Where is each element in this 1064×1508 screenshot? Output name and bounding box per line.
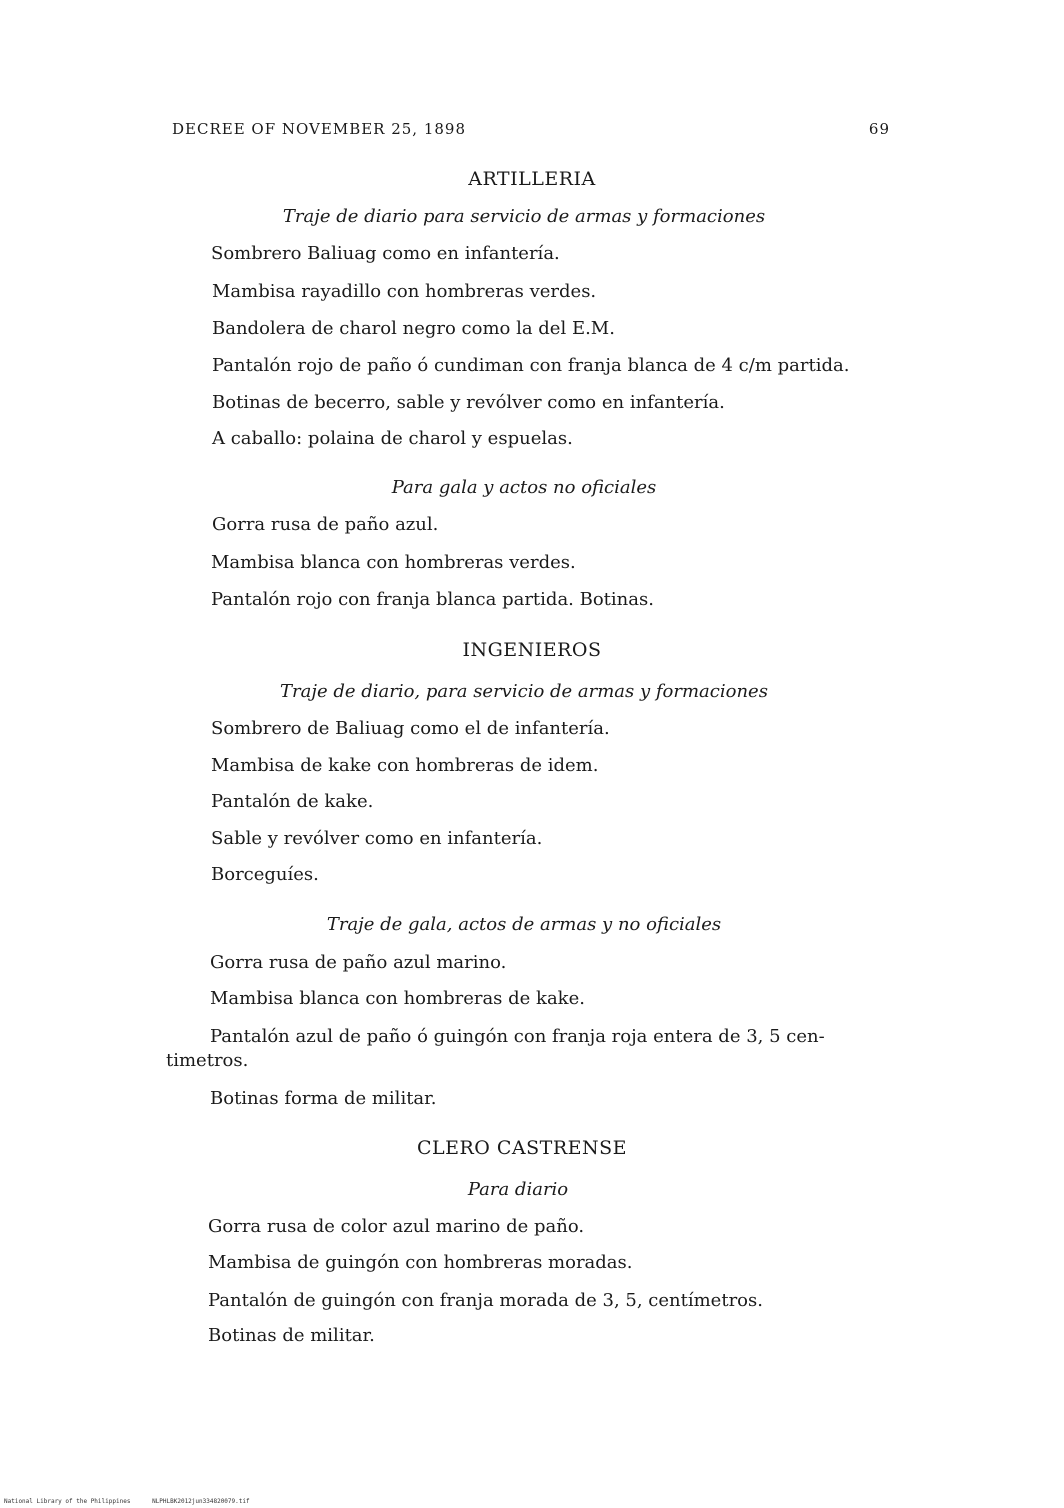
subtitle-ingenieros-gala: Traje de gala, actos de armas y no oficiales bbox=[326, 914, 722, 935]
subtitle-ingenieros-diario: Traje de diario, para servicio de armas y formaciones bbox=[280, 681, 768, 702]
footer-library: National Library of the Philippines bbox=[4, 1498, 131, 1505]
text-line: Mambisa de guingón con hombreras moradas. bbox=[208, 1252, 633, 1273]
section-title-ingenieros: INGENIEROS bbox=[462, 639, 602, 661]
text-line: Gorra rusa de color azul marino de paño. bbox=[208, 1216, 585, 1237]
scan-footer bbox=[4, 1498, 268, 1505]
subtitle-artilleria-gala: Para gala y actos no oficiales bbox=[391, 477, 657, 498]
running-title: DECREE OF NOVEMBER 25, 1898 bbox=[172, 120, 467, 138]
section-title-artilleria: ARTILLERIA bbox=[468, 168, 596, 190]
text-line: Sombrero Baliuag como en infantería. bbox=[211, 243, 560, 264]
text-line: Sable y revólver como en infantería. bbox=[211, 828, 543, 849]
text-line: Gorra rusa de paño azul marino. bbox=[210, 952, 507, 973]
text-line: Pantalón de kake. bbox=[211, 791, 374, 812]
text-line: Pantalón azul de paño ó guingón con franja roja entera de 3, 5 cen- bbox=[210, 1026, 825, 1047]
text-line: Mambisa blanca con hombreras de kake. bbox=[210, 988, 585, 1009]
text-line: Botinas forma de militar. bbox=[210, 1088, 437, 1109]
subtitle-clero-diario: Para diario bbox=[467, 1179, 569, 1200]
subtitle-artilleria-diario: Traje de diario para servicio de armas y formaciones bbox=[282, 206, 766, 227]
text-line: A caballo: polaina de charol y espuelas. bbox=[212, 428, 573, 449]
text-line: Sombrero de Baliuag como el de infantería. bbox=[211, 718, 610, 739]
text-line: Pantalón rojo de paño ó cundiman con franja blanca de 4 c/m partida. bbox=[212, 355, 850, 376]
footer-filename: NLPHLBK2012jun334820079.tif bbox=[152, 1498, 250, 1505]
text-line: Bandolera de charol negro como la del E.M. bbox=[212, 318, 615, 339]
section-title-clero-castrense: CLERO CASTRENSE bbox=[416, 1137, 628, 1159]
text-line: Mambisa de kake con hombreras de idem. bbox=[211, 755, 599, 776]
text-line: Mambisa rayadillo con hombreras verdes. bbox=[212, 281, 597, 302]
text-line: Gorra rusa de paño azul. bbox=[212, 514, 439, 535]
text-line: Borceguíes. bbox=[211, 864, 319, 885]
text-line: Botinas de militar. bbox=[208, 1325, 375, 1346]
text-line: Pantalón de guingón con franja morada de 3, 5, centímetros. bbox=[208, 1290, 763, 1311]
page-number: 69 bbox=[868, 120, 890, 138]
text-line: Pantalón rojo con franja blanca partida. Botinas. bbox=[211, 589, 654, 610]
running-head bbox=[172, 120, 890, 138]
text-line: timetros. bbox=[166, 1050, 249, 1071]
text-line: Botinas de becerro, sable y revólver como en infantería. bbox=[212, 392, 725, 413]
text-line: Mambisa blanca con hombreras verdes. bbox=[211, 552, 576, 573]
